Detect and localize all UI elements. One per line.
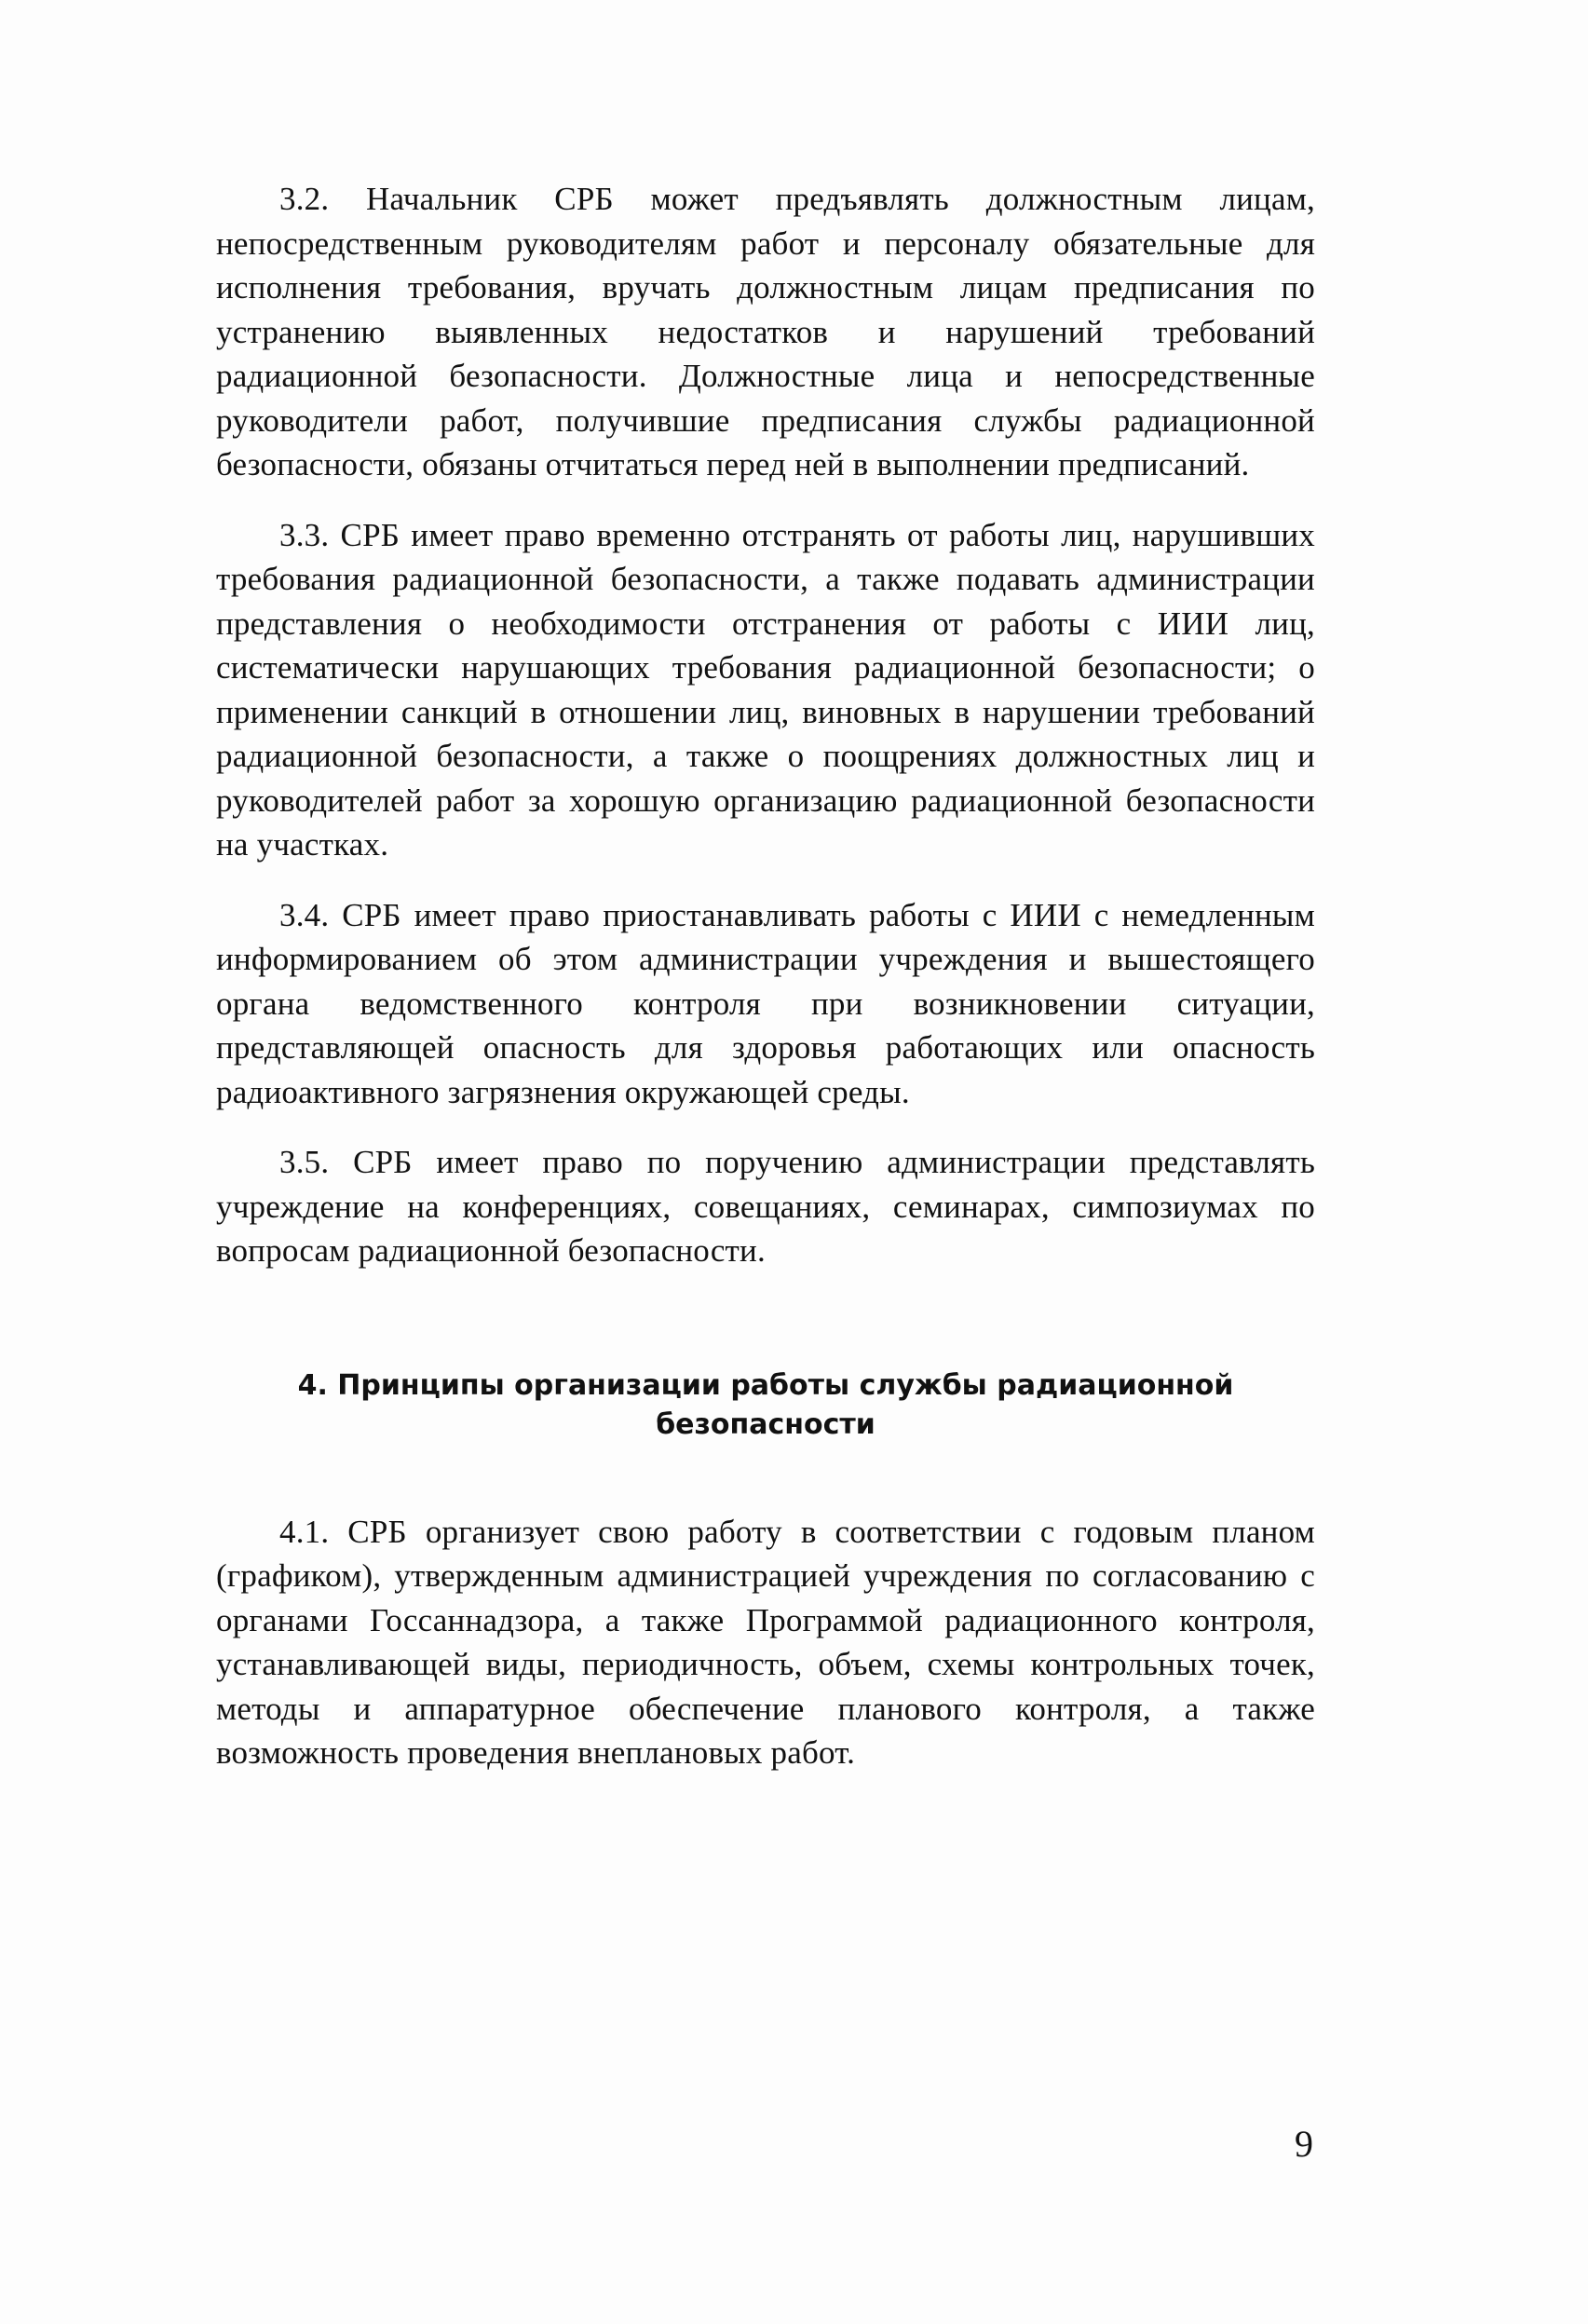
paragraph-3-3: 3.3. СРБ имеет право временно отстранять от работы лиц, нарушивших требования радиационной безопасности, а также подавать администрации представления о необходимости отстранения от работы с ИИИ лиц, систематически нарушающих требования радиационной безопасности; о применении санкций в отношении лиц, виновных в нарушении требований радиационной безопасности, а также о поощрениях должностных лиц и руководителей работ за хорошую организацию радиационной безопасности на участках. (216, 516, 1315, 863)
paragraph-3-4: 3.4. СРБ имеет право приостанавливать работы с ИИИ с немедленным информированием об этом администрации учреждения и вышестоящего органа ведомственного контроля при возникновении ситуации, представляющей опасность для здоровья работающих или опасность радиоактивного загрязнения окружающей среды. (216, 896, 1315, 1110)
page-number: 9 (1295, 2123, 1313, 2165)
paragraph-4-1: 4.1. СРБ организует свою работу в соответствии с годовым планом (графиком), утвержденным администрацией учреждения по согласованию с органами Госсаннадзора, а также Программой радиационного контроля, устанавливающей виды, периодичность, объем, схемы контрольных точек, методы и аппаратурное обеспечение планового контроля, а также возможность проведения внеплановых работ. (216, 1513, 1315, 1771)
paragraph-3-2: 3.2. Начальник СРБ может предъявлять должностным лицам, непосредственным руководителям работ и персоналу обязательные для исполнения требования, вручать должностным лицам предписания по устранению выявленных недостатков и нарушений требований радиационной безопасности. Должностные лица и непосредственные руководители работ, получившие предписания службы радиационной безопасности, обязаны отчитаться перед ней в выполнении предписаний. (216, 181, 1315, 482)
section-heading: 4. Принципы организации работы службы радиационной безопасности (297, 1368, 1234, 1441)
page-body (216, 177, 1315, 1775)
paragraph-3-5: 3.5. СРБ имеет право по поручению администрации представлять учреждение на конференциях, совещаниях, семинарах, симпозиумах по вопросам радиационной безопасности. (216, 1144, 1315, 1269)
